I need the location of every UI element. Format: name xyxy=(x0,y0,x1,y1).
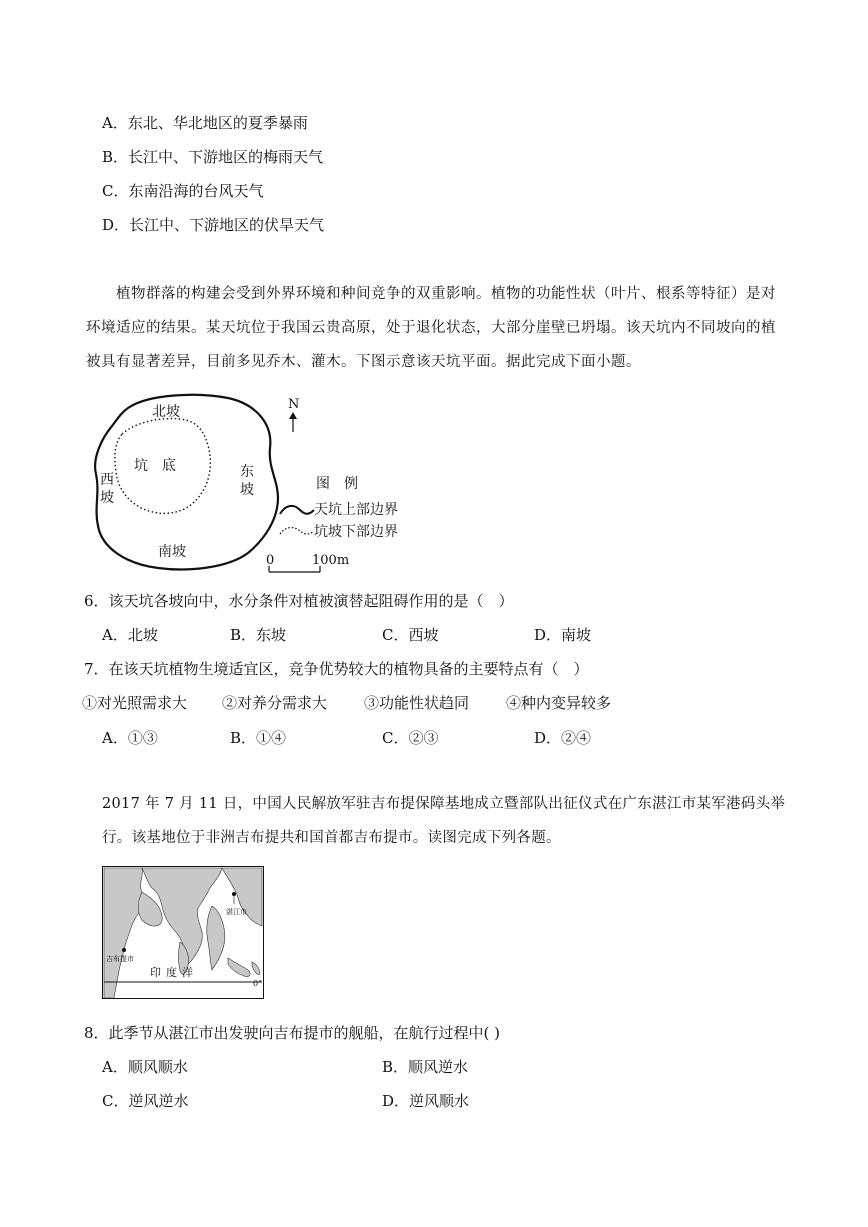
scale-zero: 0 xyxy=(266,553,275,568)
q7-item-2: ②对养分需求大 xyxy=(222,694,328,712)
q5-option-b: B．长江中、下游地区的梅雨天气 xyxy=(102,148,324,166)
q5-option-c: C．东南沿海的台风天气 xyxy=(102,182,264,200)
q8-option-b: B．顺风逆水 xyxy=(382,1058,469,1076)
q6-option-b: B．东坡 xyxy=(230,626,287,644)
label-east-2: 坡 xyxy=(240,482,254,498)
label-north-slope: 北坡 xyxy=(152,404,180,420)
q6-option-d: D．南坡 xyxy=(534,626,592,644)
ocean-label-1: 印 xyxy=(150,966,161,979)
q5-option-a: A．东北、华北地区的夏季暴雨 xyxy=(102,114,308,132)
label-djibouti: 吉布提市 xyxy=(106,955,134,963)
q8-option-d: D．逆风顺水 xyxy=(382,1092,470,1110)
label-bottom: 坑 底 xyxy=(134,458,176,474)
q7-stem: 7．在该天坑植物生境适宜区，竞争优势较大的植物具备的主要特点有（ ） xyxy=(84,660,589,678)
north-arrow-label: N xyxy=(288,397,300,412)
ocean-label-2: 度 xyxy=(166,966,177,979)
q6-option-a: A．北坡 xyxy=(102,626,158,644)
q6-stem: 6．该天坑各坡向中，水分条件对植被演替起阻碍作用的是（ ） xyxy=(84,592,514,610)
label-south-slope: 南坡 xyxy=(158,544,186,560)
label-west-2: 坡 xyxy=(100,490,114,506)
label-zhanjiang: 湛江市 xyxy=(226,908,247,916)
route-map xyxy=(102,866,268,1000)
q8-option-a: A．顺风顺水 xyxy=(102,1058,188,1076)
legend-upper-icon xyxy=(280,506,314,514)
equator-label: 0° xyxy=(253,979,263,988)
passage-sinkhole: 植物群落的构建会受到外界环境和种间竞争的双重影响。植物的功能性状（叶片、根系等特征）是对环境适应的结果。某天坑位于我国云贵高原，处于退化状态，大部分崖壁已坍塌。该天坑内不同坡向的植被具有显著差异，目前多见乔木、灌木。下图示意该天坑平面。据此完成下面小题。 xyxy=(86,286,776,370)
legend-lower-icon xyxy=(280,528,314,534)
legend-upper-label: 天坑上部边界 xyxy=(314,502,398,518)
ocean-label-3: 洋 xyxy=(182,966,193,979)
q7-option-b: B．①④ xyxy=(230,729,287,747)
q7-item-4: ④种内变异较多 xyxy=(506,694,612,712)
q6-option-c: C．西坡 xyxy=(382,626,439,644)
passage-djibouti: 2017 年 7 月 11 日，中国人民解放军驻吉布提保障基地成立暨部队出征仪式在广东湛江市某军港码头举行。该基地位于非洲吉布提共和国首都吉布提市。读图完成下列各题。 xyxy=(102,796,786,846)
q8-option-c: C．逆风逆水 xyxy=(102,1092,189,1110)
legend-title: 图 例 xyxy=(316,476,358,492)
q7-option-d: D．②④ xyxy=(534,729,592,747)
scale-end: 100m xyxy=(312,553,350,568)
q7-option-a: A．①③ xyxy=(102,729,158,747)
q5-option-d: D．长江中、下游地区的伏旱天气 xyxy=(102,216,325,234)
legend-lower-label: 坑坡下部边界 xyxy=(314,524,398,540)
q7-option-c: C．②③ xyxy=(382,729,439,747)
label-east-1: 东 xyxy=(240,464,254,480)
djibouti-dot xyxy=(122,948,126,952)
q7-item-3: ③功能性状趋同 xyxy=(364,694,470,712)
q7-item-1: ①对光照需求大 xyxy=(82,694,188,712)
sinkhole-map xyxy=(88,388,428,588)
label-west-1: 西 xyxy=(100,472,114,488)
q8-stem: 8．此季节从湛江市出发驶向吉布提市的舰船，在航行过程中( ) xyxy=(84,1024,501,1042)
